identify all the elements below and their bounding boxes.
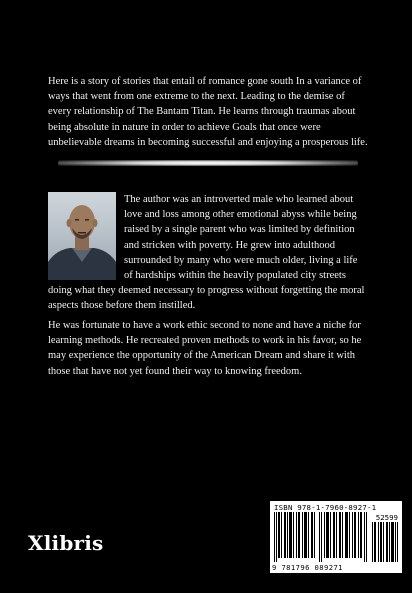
publisher-logo: Xlibris (28, 531, 104, 555)
blurb-paragraph-intro: Here is a story of stories that entail of romance gone south In a variance of ways that went from one extreme to the next. Leading to the demise of every relationship of The Bantam Titan. He learns through traumas about being absolute in nature in order to achieve Goals that once were unbelievable dreams in becoming successful and enjoying a prosperous life. (48, 76, 368, 148)
isbn-text: ISBN 978-1-7960-8927-1 (274, 503, 377, 512)
author-section (48, 192, 368, 314)
ean-digits: 9 781796 089271 (272, 563, 343, 572)
blurb-paragraph-closing: He was fortunate to have a work ethic second to none and have a niche for learning methods. He recreated proven methods to work in his favor, so he may experience the opportunity of the American Dream and share it with those that have not yet found their way to knowing freedom. (48, 320, 362, 377)
price-code: 52599 (375, 513, 398, 522)
glow-divider (58, 160, 358, 166)
author-bio: The author was an introverted male who learned about love and loss among other emotional abyss while being raised by a single parent who was limited by definition and stricken with poverty. He grew into adulthood surrounded by many who were much older, living a life of hardships within the heavily populated city streets doing what they deemed necessary to progress without forgetting the moral aspects those before them instilled. (48, 194, 365, 312)
author-photo (48, 192, 116, 280)
isbn-barcode (270, 501, 402, 573)
barcode-bars-addon (372, 522, 398, 562)
barcode-bars-main (274, 512, 368, 562)
